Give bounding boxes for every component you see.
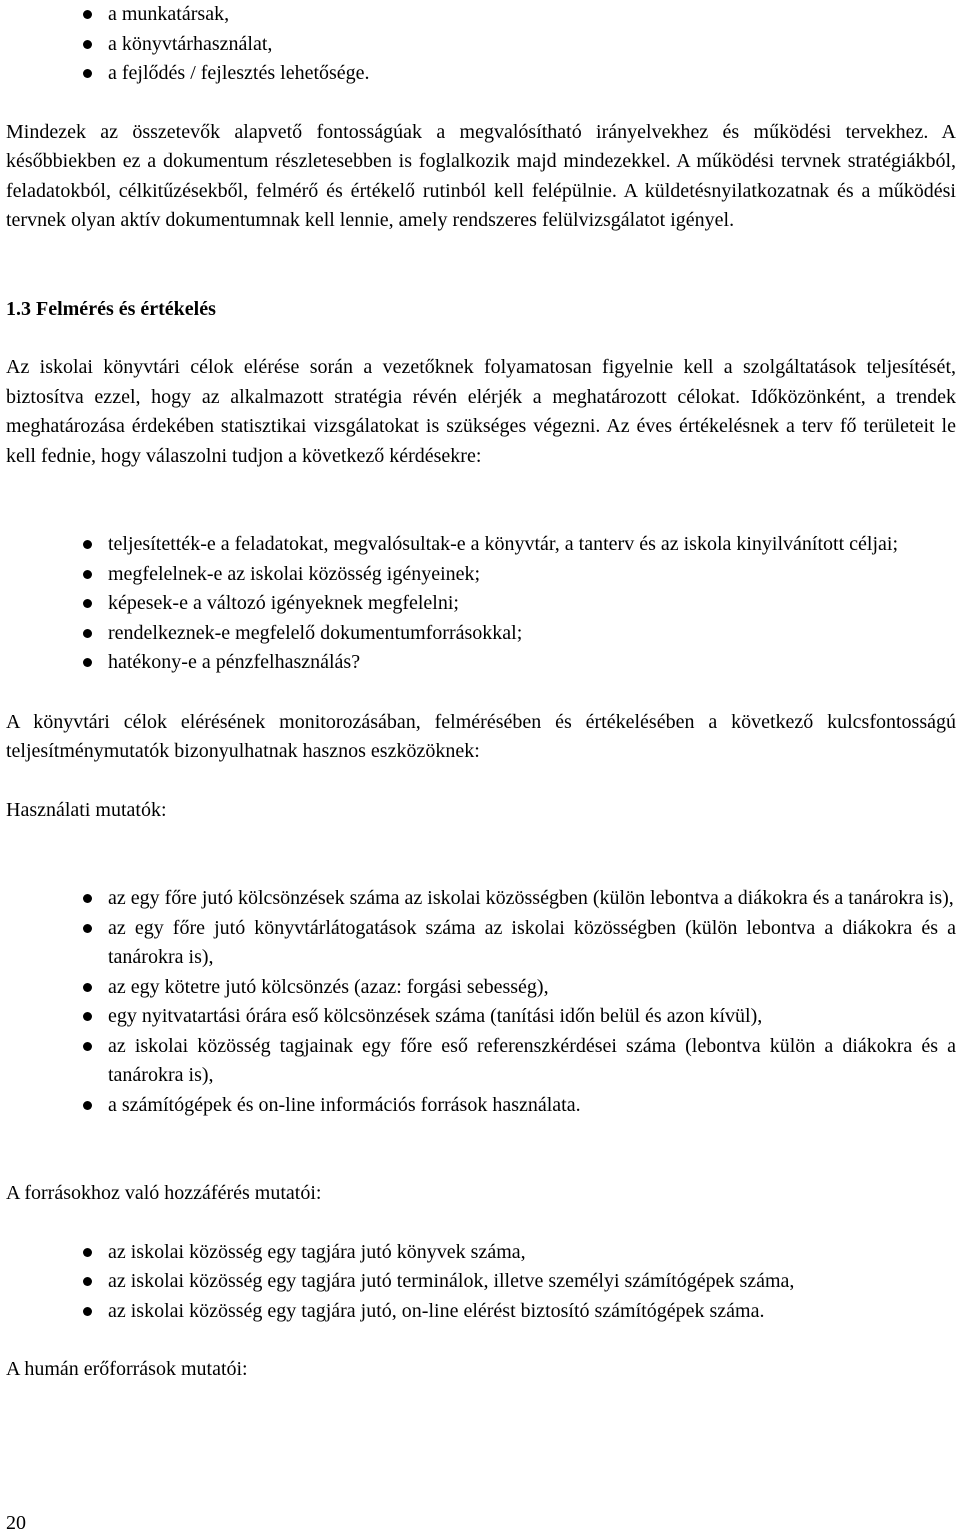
- document-page: [6, 0, 956, 1385]
- list-item: a munkatársak,: [6, 0, 956, 30]
- section-heading: 1.3 Felmérés és értékelés: [6, 297, 216, 320]
- paragraph-intro: Mindezek az összetevők alapvető fontosságúak a megvalósítható irányelvekhez és működési tervekhez. A későbbiekben ez a dokumentum részletesebben is foglalkozik majd mindezekkel. A működési tervnek stratégiákból, feladatokból, célkitűzésekből, felmérő és értékelő rutinból kell felépülnie. A küldetésnyilatkozatnak és a működési tervnek olyan aktív dokumentumnak kell lennie, amely rendszeres felülvizsgálatot igényel.: [6, 120, 956, 231]
- list-item: az egy főre jutó kölcsönzések száma az iskolai közösségben (külön lebontva a diákokra és a tanárokra is),: [6, 884, 956, 914]
- list-item: képesek-e a változó igényeknek megfelelni;: [6, 589, 956, 619]
- usage-heading: Használati mutatók:: [6, 798, 167, 821]
- list-item: az iskolai közösség egy tagjára jutó könyvek száma,: [6, 1238, 956, 1268]
- paragraph-evaluation: Az iskolai könyvtári célok elérése során a vezetőknek folyamatosan figyelnie kell a szolgáltatások teljesítését, biztosítva ezzel, hogy az alkalmazott stratégia révén elérjék a meghatározott célokat. Időközönként, a trendek meghatározása érdekében statisztikai vizsgálatokat is szükséges végezni. Az éves értékelésnek a terv fő területeit le kell fednie, hogy válaszolni tudjon a következő kérdésekre:: [6, 356, 956, 467]
- access-heading: A forrásokhoz való hozzáférés mutatói:: [6, 1182, 322, 1204]
- human-resources-heading: A humán erőforrások mutatói:: [6, 1358, 248, 1380]
- list-item: hatékony-e a pénzfelhasználás?: [6, 648, 956, 678]
- list-item: teljesítették-e a feladatokat, megvalósultak-e a könyvtár, a tanterv és az iskola kinyilvánított céljai;: [6, 530, 956, 560]
- list-item: az iskolai közösség egy tagjára jutó, on-line elérést biztosító számítógépek száma.: [6, 1297, 956, 1327]
- list-item: a számítógépek és on-line információs források használata.: [6, 1091, 956, 1121]
- list-item: az iskolai közösség egy tagjára jutó terminálok, illetve személyi számítógépek száma,: [6, 1267, 956, 1297]
- list-item: az egy kötetre jutó kölcsönzés (azaz: forgási sebesség),: [6, 973, 956, 1003]
- list-item: egy nyitvatartási órára eső kölcsönzések száma (tanítási időn belül és azon kívül),: [6, 1002, 956, 1032]
- paragraph-indicators: A könyvtári célok elérésének monitorozásában, felmérésében és értékelésében a következő kulcsfontosságú teljesítménymutatók bizonyulhatnak hasznos eszközöknek:: [6, 710, 956, 762]
- list-item: megfelelnek-e az iskolai közösség igényeinek;: [6, 560, 956, 590]
- questions-bullet-list: [6, 530, 956, 678]
- access-bullet-list: [6, 1238, 956, 1327]
- usage-bullet-list: [6, 884, 956, 1120]
- top-bullet-list: [6, 0, 956, 89]
- list-item: az iskolai közösség tagjainak egy főre eső referenszkérdései száma (lebontva külön a diákokra és a tanárokra is),: [6, 1032, 956, 1091]
- list-item: rendelkeznek-e megfelelő dokumentumforrásokkal;: [6, 619, 956, 649]
- list-item: a könyvtárhasználat,: [6, 30, 956, 60]
- page-number: 20: [6, 1512, 26, 1534]
- list-item: a fejlődés / fejlesztés lehetősége.: [6, 59, 956, 89]
- list-item: az egy főre jutó könyvtárlátogatások száma az iskolai közösségben (külön lebontva a diákokra és a tanárokra is),: [6, 914, 956, 973]
